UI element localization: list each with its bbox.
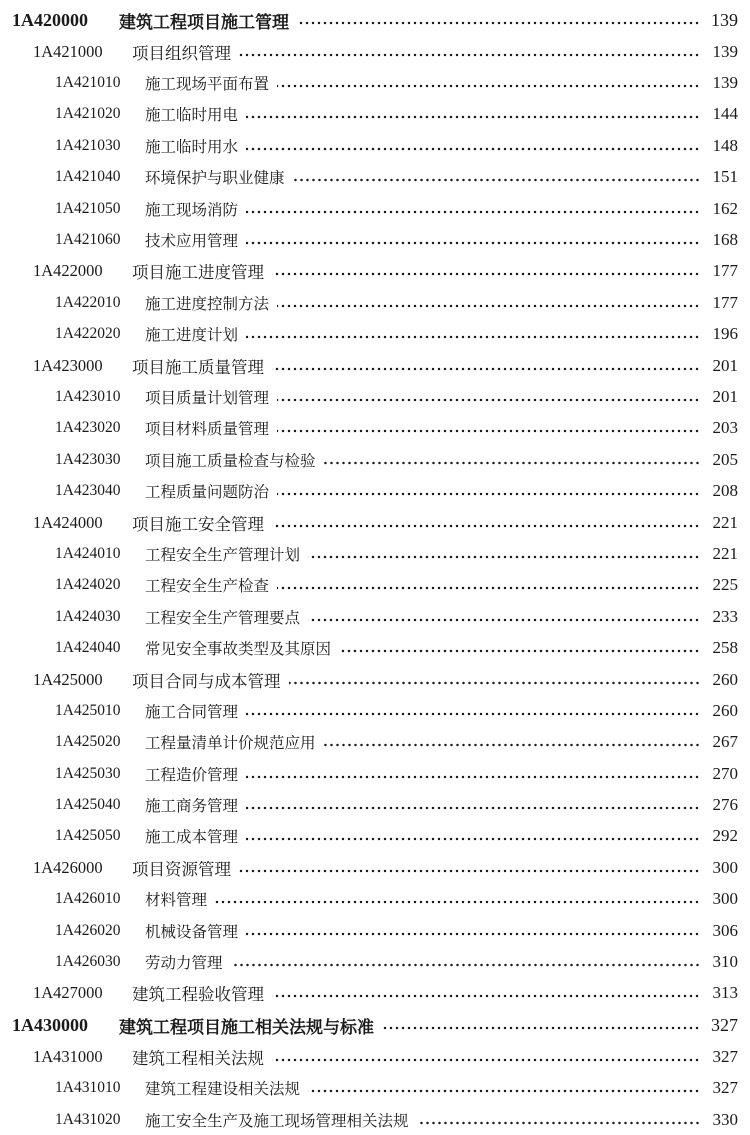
entry-title: 建筑工程验收管理 (132, 985, 264, 1005)
dot-leader (246, 806, 700, 810)
toc-entry-section[interactable] (0, 915, 750, 946)
dot-leader (272, 994, 700, 998)
entry-title: 常见安全事故类型及其原因 (145, 640, 332, 659)
entry-title: 施工成本管理 (145, 828, 239, 847)
toc-entry-section[interactable] (0, 162, 750, 193)
dot-leader (272, 524, 700, 528)
entry-title: 项目组织管理 (132, 43, 231, 63)
entry-title: 技术应用管理 (145, 232, 239, 251)
entry-page-number: 205 (712, 449, 738, 469)
entry-page-number: 221 (712, 543, 738, 563)
toc-entry-section[interactable] (0, 413, 750, 444)
dot-leader (293, 178, 700, 182)
entry-page-number: 203 (712, 418, 738, 438)
toc-entry-section[interactable] (0, 193, 750, 224)
toc-entry-section[interactable] (0, 758, 750, 789)
entry-title: 项目施工进度管理 (132, 263, 264, 283)
entry-title: 施工临时用电 (145, 106, 239, 125)
entry-title: 施工临时用水 (145, 137, 239, 156)
toc-entry-section[interactable] (0, 99, 750, 130)
toc-entry-section[interactable] (0, 570, 750, 601)
entry-page-number: 327 (712, 1046, 738, 1066)
toc-entry-section[interactable] (0, 538, 750, 569)
entry-page-number: 221 (712, 512, 738, 532)
toc-entry-section[interactable] (0, 632, 750, 663)
entry-page-number: 177 (712, 292, 738, 312)
toc-entry-section[interactable] (0, 381, 750, 412)
entry-page-number: 258 (712, 638, 738, 658)
entry-page-number: 306 (712, 920, 738, 940)
entry-code: 1A423020 (55, 419, 121, 437)
entry-code: 1A421020 (55, 105, 121, 123)
dot-leader (339, 649, 700, 653)
entry-page-number: 151 (712, 167, 738, 187)
entry-title: 项目材料质量管理 (145, 420, 270, 439)
dot-leader (417, 1121, 700, 1125)
entry-code: 1A421050 (55, 199, 121, 217)
dot-leader (246, 775, 700, 779)
entry-page-number: 162 (712, 198, 738, 218)
entry-code: 1A425010 (55, 701, 121, 719)
entry-title: 施工进度计划 (145, 326, 239, 345)
dot-leader (246, 932, 700, 936)
toc-entry-chapter[interactable] (0, 978, 750, 1009)
entry-title: 工程安全生产管理要点 (145, 608, 301, 627)
toc-entry-section[interactable] (0, 224, 750, 255)
dot-leader (272, 1058, 700, 1062)
entry-code: 1A425050 (55, 827, 121, 845)
dot-leader (239, 53, 700, 57)
entry-title: 机械设备管理 (145, 922, 239, 941)
entry-page-number: 276 (712, 795, 738, 815)
dot-leader (246, 115, 700, 119)
toc-entry-chapter[interactable] (0, 507, 750, 538)
dot-leader (324, 743, 700, 747)
toc-entry-section[interactable] (0, 475, 750, 506)
dot-leader (308, 1089, 700, 1093)
entry-code: 1A422010 (55, 293, 121, 311)
toc-entry-chapter[interactable] (0, 256, 750, 287)
entry-title: 建筑工程项目施工相关法规与标准 (119, 1017, 374, 1038)
dot-leader (277, 586, 700, 590)
dot-leader (272, 367, 700, 371)
entry-title: 建筑工程相关法规 (132, 1048, 264, 1068)
dot-leader (277, 84, 700, 88)
entry-code: 1A425030 (55, 764, 121, 782)
dot-leader (239, 869, 700, 873)
entry-code: 1A421000 (33, 41, 103, 61)
entry-code: 1A426030 (55, 953, 121, 971)
entry-title: 建筑工程项目施工管理 (119, 12, 289, 33)
toc-entry-section[interactable] (0, 821, 750, 852)
entry-page-number: 148 (712, 135, 738, 155)
toc-entry-chapter[interactable] (0, 36, 750, 67)
entry-page-number: 208 (712, 481, 738, 501)
entry-title: 工程量清单计价规范应用 (145, 734, 316, 753)
entry-code: 1A426020 (55, 921, 121, 939)
entry-code: 1A423040 (55, 482, 121, 500)
entry-page-number: 310 (712, 952, 738, 972)
dot-leader (382, 1026, 700, 1030)
dot-leader (231, 963, 700, 967)
table-of-contents (0, 4, 750, 1135)
entry-title: 环境保护与职业健康 (145, 169, 285, 188)
dot-leader (277, 398, 700, 402)
dot-leader (277, 492, 700, 496)
entry-page-number: 139 (711, 9, 738, 30)
entry-page-number: 260 (712, 669, 738, 689)
entry-page-number: 300 (712, 857, 738, 877)
entry-code: 1A424040 (55, 639, 121, 657)
toc-entry-section[interactable] (0, 601, 750, 632)
entry-code: 1A425020 (55, 733, 121, 751)
entry-code: 1A431020 (55, 1110, 121, 1128)
dot-leader (246, 241, 700, 245)
dot-leader (308, 555, 700, 559)
entry-page-number: 201 (712, 355, 738, 375)
toc-entry-chapter[interactable] (0, 350, 750, 381)
entry-code: 1A421040 (55, 168, 121, 186)
entry-code: 1A424030 (55, 607, 121, 625)
entry-code: 1A423000 (33, 355, 103, 375)
toc-entry-section[interactable] (0, 695, 750, 726)
toc-entry-chapter[interactable] (0, 664, 750, 695)
entry-page-number: 139 (712, 73, 738, 93)
toc-entry-section[interactable] (0, 884, 750, 915)
entry-title: 项目质量计划管理 (145, 388, 270, 407)
entry-title: 施工现场消防 (145, 200, 239, 219)
entry-title: 项目施工质量检查与检验 (145, 451, 316, 470)
dot-leader (272, 272, 700, 276)
entry-page-number: 139 (712, 41, 738, 61)
entry-title: 建筑工程建设相关法规 (145, 1080, 301, 1099)
entry-title: 工程造价管理 (145, 765, 239, 784)
entry-page-number: 196 (712, 324, 738, 344)
dot-leader (215, 900, 700, 904)
entry-code: 1A431000 (33, 1046, 103, 1066)
entry-code: 1A430000 (12, 1014, 88, 1035)
entry-title: 材料管理 (145, 891, 208, 910)
toc-entry-chapter[interactable] (0, 1041, 750, 1072)
entry-page-number: 327 (712, 1078, 738, 1098)
toc-entry-section[interactable] (0, 727, 750, 758)
toc-entry-section[interactable] (0, 444, 750, 475)
entry-code: 1A423010 (55, 387, 121, 405)
entry-page-number: 177 (712, 261, 738, 281)
dot-leader (308, 618, 700, 622)
entry-code: 1A421010 (55, 74, 121, 92)
dot-leader (277, 304, 700, 308)
entry-title: 项目合同与成本管理 (132, 671, 281, 691)
entry-code: 1A427000 (33, 983, 103, 1003)
entry-code: 1A424010 (55, 544, 121, 562)
entry-code: 1A421060 (55, 231, 121, 249)
entry-code: 1A426000 (33, 857, 103, 877)
entry-code: 1A425040 (55, 796, 121, 814)
entry-page-number: 144 (712, 104, 738, 124)
entry-page-number: 201 (712, 386, 738, 406)
dot-leader (277, 429, 700, 433)
entry-page-number: 260 (712, 700, 738, 720)
entry-code: 1A423030 (55, 450, 121, 468)
entry-title: 施工安全生产及施工现场管理相关法规 (145, 1111, 409, 1130)
dot-leader (246, 335, 700, 339)
entry-page-number: 300 (712, 889, 738, 909)
toc-entry-part[interactable] (0, 1009, 750, 1041)
entry-code: 1A421030 (55, 136, 121, 154)
entry-code: 1A422020 (55, 325, 121, 343)
entry-page-number: 270 (712, 763, 738, 783)
entry-title: 项目资源管理 (132, 859, 231, 879)
toc-entry-section[interactable] (0, 287, 750, 318)
dot-leader (246, 712, 700, 716)
entry-page-number: 267 (712, 732, 738, 752)
entry-code: 1A426010 (55, 890, 121, 908)
entry-title: 施工合同管理 (145, 702, 239, 721)
toc-entry-section[interactable] (0, 789, 750, 820)
entry-page-number: 168 (712, 230, 738, 250)
entry-title: 项目施工质量管理 (132, 357, 264, 377)
entry-title: 施工商务管理 (145, 797, 239, 816)
toc-entry-section[interactable] (0, 130, 750, 161)
entry-page-number: 327 (711, 1014, 738, 1035)
dot-leader (246, 210, 700, 214)
dot-leader (246, 837, 700, 841)
entry-code: 1A424020 (55, 576, 121, 594)
entry-page-number: 313 (712, 983, 738, 1003)
entry-title: 施工现场平面布置 (145, 75, 270, 94)
entry-title: 工程安全生产管理计划 (145, 545, 301, 564)
entry-title: 劳动力管理 (145, 954, 223, 973)
toc-entry-section[interactable] (0, 319, 750, 350)
entry-title: 项目施工安全管理 (132, 514, 264, 534)
dot-leader (246, 147, 700, 151)
entry-page-number: 233 (712, 606, 738, 626)
toc-entry-section[interactable] (0, 946, 750, 977)
entry-title: 工程安全生产检查 (145, 577, 270, 596)
dot-leader (324, 461, 700, 465)
entry-code: 1A431010 (55, 1079, 121, 1097)
entry-title: 施工进度控制方法 (145, 294, 270, 313)
entry-page-number: 330 (712, 1109, 738, 1129)
entry-title: 工程质量问题防治 (145, 483, 270, 502)
toc-entry-part[interactable] (0, 4, 750, 36)
entry-page-number: 225 (712, 575, 738, 595)
entry-code: 1A424000 (33, 512, 103, 532)
entry-code: 1A425000 (33, 669, 103, 689)
entry-page-number: 292 (712, 826, 738, 846)
entry-code: 1A420000 (12, 9, 88, 30)
toc-entry-chapter[interactable] (0, 852, 750, 883)
entry-code: 1A422000 (33, 261, 103, 281)
dot-leader (289, 681, 701, 685)
toc-entry-section[interactable] (0, 1104, 750, 1135)
toc-entry-section[interactable] (0, 1073, 750, 1104)
toc-entry-section[interactable] (0, 67, 750, 98)
dot-leader (297, 21, 700, 25)
